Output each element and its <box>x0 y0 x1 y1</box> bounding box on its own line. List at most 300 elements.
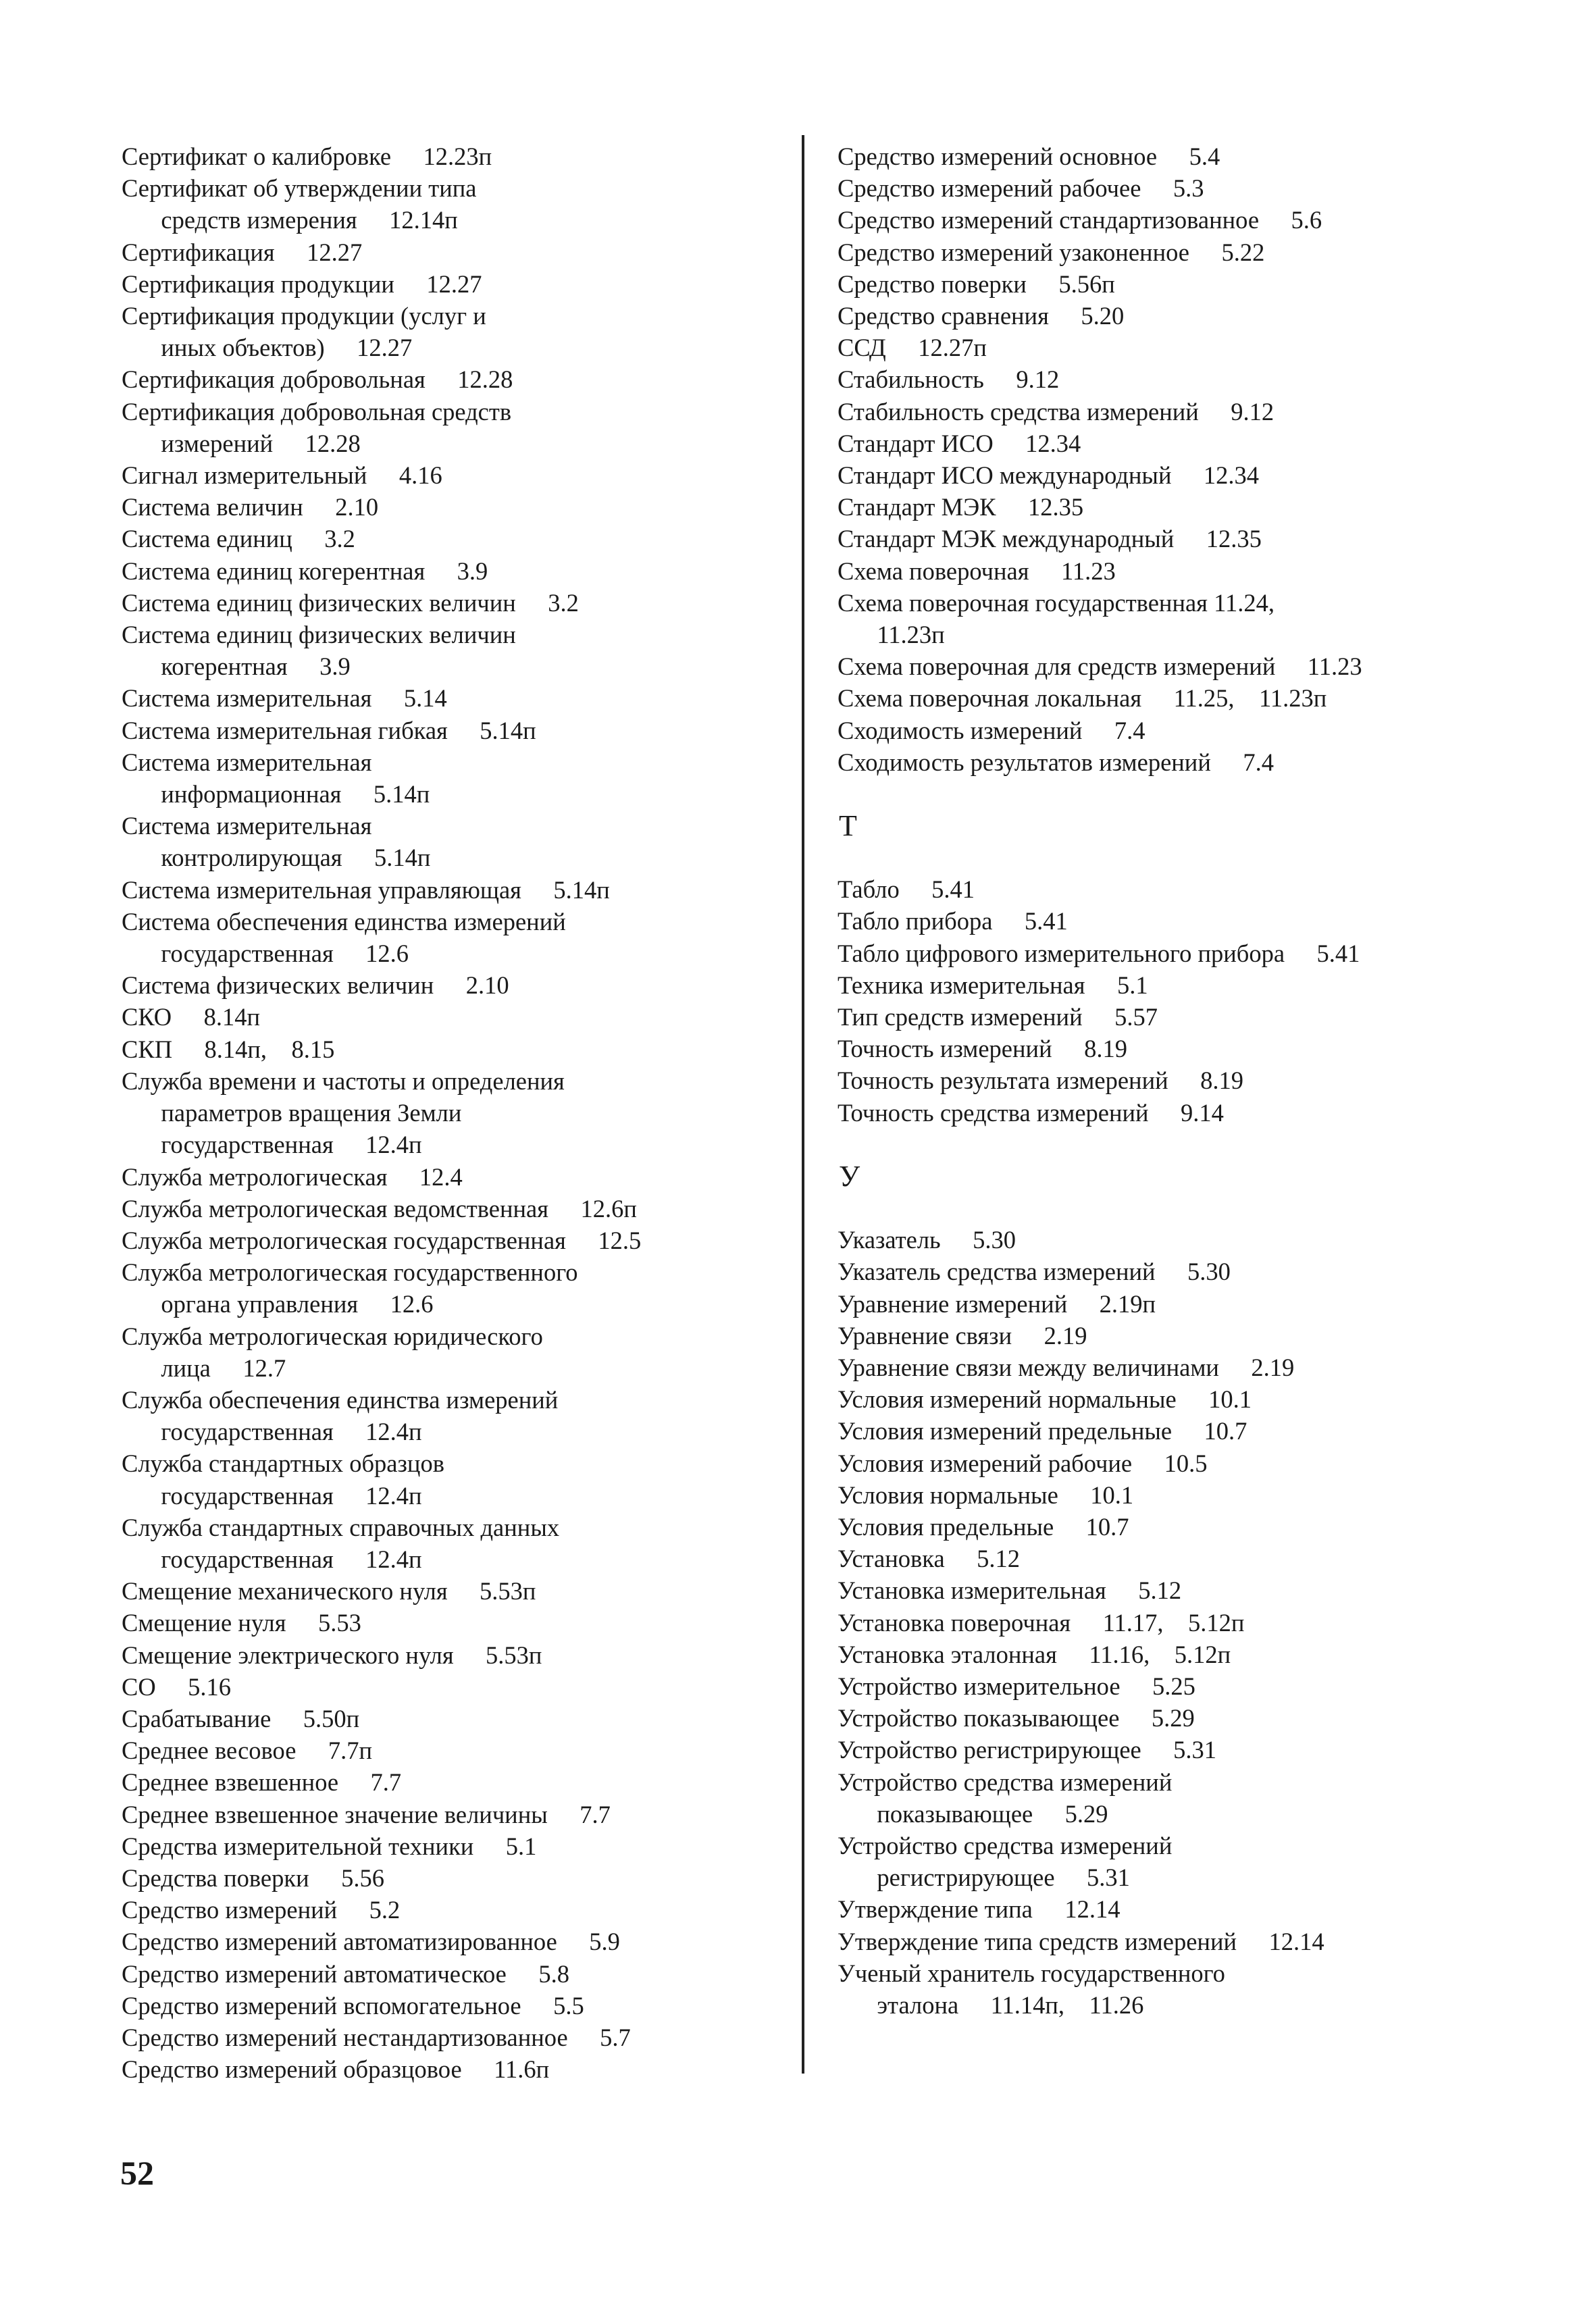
entry-term: государственная <box>161 940 334 968</box>
entry-term: Средство поверки <box>838 269 1027 298</box>
entry-reference: 5.53 <box>317 1609 361 1637</box>
entry-term: Сертификация продукции <box>122 269 394 298</box>
entry-term: Среднее взвешенное <box>122 1768 339 1797</box>
entry-term: Средство измерений основное <box>838 143 1158 170</box>
entry-term: Средство измерений нестандартизованное <box>122 2023 568 2051</box>
entry-term: Устройство измерительное <box>838 1672 1121 1700</box>
index-entry <box>838 1352 1506 1383</box>
entry-term: Система измерительная <box>122 748 372 776</box>
entry-reference: 12.6 <box>365 940 409 968</box>
index-entry <box>838 1893 1506 1925</box>
index-entry <box>838 1543 1506 1574</box>
entry-reference: 11.17, 5.12п <box>1102 1608 1245 1637</box>
entry-reference: 12.35 <box>1206 525 1262 553</box>
index-entry <box>838 1256 1506 1287</box>
entry-term: Служба времени и частоты и определения <box>122 1066 565 1095</box>
entry-term: Средство измерений <box>122 1896 338 1924</box>
entry-reference: 8.14п, 8.15 <box>204 1035 335 1063</box>
index-entry <box>122 810 750 873</box>
entry-term: когерентная <box>161 652 288 681</box>
entry-term: государственная <box>161 1418 334 1446</box>
entry-term: информационная <box>161 780 342 808</box>
index-entry <box>122 555 750 587</box>
entry-reference: 5.14п <box>374 844 431 872</box>
entry-reference: 5.14 <box>403 684 447 713</box>
entry-term: Условия нормальные <box>838 1481 1058 1509</box>
entry-reference: 12.5 <box>598 1226 642 1254</box>
entry-term: Служба стандартных справочных данных <box>122 1513 560 1541</box>
entry-reference: 5.57 <box>1114 1003 1158 1031</box>
entry-term: Средства поверки <box>122 1863 309 1892</box>
index-entry <box>838 140 1506 172</box>
index-entry <box>838 1607 1506 1639</box>
entry-term: ССД <box>838 334 886 362</box>
index-entry <box>122 587 750 619</box>
entry-term: Установка <box>838 1545 945 1573</box>
index-entry <box>122 1894 750 1926</box>
entry-reference: 5.53п <box>480 1577 536 1605</box>
index-entry <box>838 523 1506 555</box>
column-divider <box>802 135 804 2074</box>
entry-reference: 12.4 <box>419 1162 463 1191</box>
entry-reference: 5.20 <box>1081 302 1125 330</box>
entry-reference: 5.31 <box>1086 1863 1130 1892</box>
index-entry <box>122 1830 750 1862</box>
index-entry <box>838 1033 1506 1064</box>
index-entry <box>838 1670 1506 1702</box>
index-entry <box>122 1001 750 1033</box>
entry-reference: 5.41 <box>1316 939 1360 967</box>
entry-reference: 3.2 <box>324 525 355 553</box>
index-entry <box>838 1415 1506 1447</box>
entry-reference: 5.14п <box>373 780 430 808</box>
entry-reference: 5.30 <box>973 1226 1016 1254</box>
entry-term: Служба метрологическая ведомственная <box>122 1194 548 1223</box>
index-entry <box>122 1065 750 1161</box>
index-entry <box>122 1671 750 1703</box>
index-entry <box>122 1926 750 1957</box>
entry-term: Установка измерительная <box>838 1576 1106 1605</box>
entry-reference: 5.22 <box>1221 238 1265 266</box>
entry-term: Устройство показывающее <box>838 1704 1120 1732</box>
entry-term: Условия измерений рабочие <box>838 1449 1133 1477</box>
index-entry <box>122 491 750 523</box>
index-entry <box>122 1256 750 1320</box>
entry-term: Система единиц физических величин <box>122 588 516 617</box>
index-entry <box>838 1224 1506 1256</box>
index-entry <box>838 172 1506 204</box>
entry-reference: 12.14п <box>389 206 458 234</box>
entry-term: Средство измерений автоматическое <box>122 1959 507 1988</box>
entry-term: Устройство регистрирующее <box>838 1736 1141 1764</box>
entry-reference: 7.4 <box>1114 716 1145 744</box>
entry-reference: 12.4п <box>365 1545 422 1573</box>
index-column-right <box>838 140 1506 2021</box>
index-entry <box>122 300 750 363</box>
entry-reference: 5.12 <box>977 1545 1020 1573</box>
entry-reference: 3.9 <box>319 652 351 681</box>
index-entry <box>838 746 1506 778</box>
entry-reference: 10.5 <box>1164 1449 1208 1477</box>
entry-reference: 12.34 <box>1025 429 1081 457</box>
entry-term: Условия измерений нормальные <box>838 1385 1177 1414</box>
index-entry <box>838 363 1506 395</box>
entry-term: Схема поверочная <box>838 557 1029 585</box>
index-entry <box>838 491 1506 523</box>
index-entry <box>122 236 750 268</box>
index-entry <box>122 1703 750 1734</box>
index-entry <box>838 715 1506 746</box>
entry-term: Система единиц <box>122 525 292 553</box>
entry-term: СКО <box>122 1003 172 1031</box>
entry-term: Условия измерений предельные <box>838 1417 1173 1445</box>
entry-term: Средство измерений стандартизованное <box>838 206 1260 234</box>
index-entry <box>838 1383 1506 1415</box>
index-entry <box>838 1957 1506 2021</box>
index-entry <box>838 1511 1506 1543</box>
entry-term: Указатель средства измерений <box>838 1258 1156 1286</box>
entry-term: Служба обеспечения единства измерений <box>122 1385 559 1414</box>
entry-reference: 12.6 <box>390 1290 434 1318</box>
entry-term: Точность средства измерений <box>838 1098 1149 1127</box>
index-entry <box>122 1734 750 1766</box>
entry-reference: 5.1 <box>505 1832 537 1860</box>
index-entry <box>122 1639 750 1671</box>
index-entry <box>122 2053 750 2085</box>
entry-term: Табло прибора <box>838 907 993 935</box>
entry-term: СО <box>122 1672 156 1701</box>
entry-reference: 5.14п <box>553 875 610 904</box>
entry-term: Сходимость результатов измерений <box>838 748 1211 776</box>
entry-term: Служба метрологическая <box>122 1162 388 1191</box>
entry-reference: 5.25 <box>1152 1672 1195 1700</box>
index-entry <box>122 1512 750 1575</box>
index-entry <box>838 1064 1506 1096</box>
entry-reference: 5.14п <box>480 716 536 744</box>
entry-reference: 12.28 <box>457 365 513 394</box>
index-entry <box>838 268 1506 300</box>
entry-reference: 3.9 <box>457 557 488 585</box>
entry-term: эталона <box>877 1990 959 2019</box>
entry-reference: 9.12 <box>1016 365 1060 394</box>
entry-term: измерений <box>161 429 274 457</box>
index-entry <box>122 1320 750 1384</box>
entry-term: Средство измерений вспомогательное <box>122 1991 521 2020</box>
entry-reference: 2.10 <box>335 493 379 521</box>
index-entry <box>838 1639 1506 1670</box>
entry-reference: 11.16, 5.12п <box>1089 1640 1231 1668</box>
entry-reference: 12.14 <box>1268 1927 1324 1955</box>
index-entry <box>838 555 1506 587</box>
entry-reference: 11.25, 11.23п <box>1173 684 1327 713</box>
entry-term: Сертификат о калибровке <box>122 143 392 170</box>
index-entry <box>122 1033 750 1065</box>
entry-reference: 8.19 <box>1084 1035 1127 1063</box>
index-entry <box>838 1288 1506 1320</box>
index-entry <box>838 937 1506 969</box>
entry-term: средств измерения <box>161 206 357 234</box>
index-entry <box>838 650 1506 682</box>
entry-term: Смещение механического нуля <box>122 1577 448 1605</box>
entry-reference: 2.10 <box>465 971 509 1000</box>
index-entry <box>122 140 750 172</box>
entry-term: Табло <box>838 875 900 904</box>
entry-term: Уравнение измерений <box>838 1289 1068 1318</box>
index-entry <box>122 1384 750 1447</box>
entry-term: Сертификация продукции (услуг и <box>122 302 486 330</box>
entry-term: Сходимость измерений <box>838 716 1083 744</box>
entry-term: Среднее весовое <box>122 1737 297 1765</box>
entry-reference: 5.30 <box>1187 1258 1231 1286</box>
entry-term: Сертификация добровольная <box>122 365 426 394</box>
entry-term: государственная <box>161 1131 334 1159</box>
entry-reference: 12.27 <box>426 269 482 298</box>
index-entry <box>838 905 1506 937</box>
entry-term: Точность измерений <box>838 1035 1052 1063</box>
entry-term: Смещение нуля <box>122 1609 286 1637</box>
entry-term: Служба стандартных образцов <box>122 1449 444 1478</box>
index-entry <box>838 1574 1506 1606</box>
entry-reference: 2.19п <box>1099 1289 1156 1318</box>
entry-reference: 8.14п <box>203 1003 260 1031</box>
entry-term: Уравнение связи между величинами <box>838 1353 1219 1381</box>
entry-reference: 5.8 <box>538 1959 569 1988</box>
entry-reference: 5.53п <box>486 1641 542 1669</box>
index-entry <box>122 172 750 236</box>
entry-term: Система обеспечения единства измерений <box>122 907 566 935</box>
index-entry <box>122 1766 750 1798</box>
entry-term: Смещение электрического нуля <box>122 1641 454 1669</box>
entry-reference: 12.27п <box>918 334 987 362</box>
index-entry <box>122 906 750 969</box>
entry-reference: 5.5 <box>553 1991 584 2020</box>
entry-reference: 10.1 <box>1090 1481 1134 1509</box>
entry-term: Система единиц физических величин <box>122 621 516 649</box>
index-entry <box>122 746 750 810</box>
entry-term: Стандарт МЭК международный <box>838 525 1175 553</box>
index-entry <box>122 268 750 300</box>
entry-reference: 5.4 <box>1189 143 1220 170</box>
index-entry <box>838 396 1506 428</box>
entry-term: Сигнал измерительный <box>122 461 367 490</box>
entry-reference: 12.7 <box>242 1354 286 1382</box>
index-entry <box>122 459 750 491</box>
entry-reference: 12.27 <box>307 238 363 266</box>
entry-reference: 7.7 <box>370 1768 402 1797</box>
entry-term: Средство измерений образцовое <box>122 2055 462 2084</box>
entry-term: Сертификат об утверждении типа <box>122 174 477 203</box>
entry-term: Система измерительная <box>122 684 372 713</box>
entry-reference: 5.9 <box>589 1928 620 1956</box>
entry-term: Стандарт ИСО международный <box>838 461 1172 490</box>
index-entry <box>122 1799 750 1830</box>
page-number: 52 <box>120 2154 154 2192</box>
entry-term: показывающее <box>877 1799 1033 1828</box>
index-entry <box>122 2022 750 2053</box>
entry-term: Указатель <box>838 1226 941 1254</box>
entry-term: Система физических величин <box>122 971 434 1000</box>
entry-term: СКП <box>122 1035 173 1063</box>
entry-term: Уравнение связи <box>838 1321 1012 1349</box>
index-entry <box>838 873 1506 905</box>
entry-term: государственная <box>161 1481 334 1510</box>
entry-term: лица <box>161 1354 211 1382</box>
index-entry <box>838 332 1506 363</box>
index-entry <box>838 682 1506 714</box>
entry-reference: 5.56 <box>341 1863 384 1892</box>
index-entry <box>838 587 1506 650</box>
index-entry <box>838 1926 1506 1957</box>
index-entry <box>838 969 1506 1001</box>
entry-reference: 5.3 <box>1173 174 1204 203</box>
entry-term: Табло цифрового измерительного прибора <box>838 939 1285 967</box>
index-entry <box>838 204 1506 236</box>
index-entry <box>122 1447 750 1511</box>
entry-term: контролирующая <box>161 844 342 872</box>
entry-reference: 12.6п <box>580 1194 637 1223</box>
entry-reference: 5.29 <box>1064 1799 1108 1828</box>
entry-reference: 11.6п <box>494 2055 550 2084</box>
entry-reference: 11.23 <box>1307 652 1362 681</box>
entry-term: государственная <box>161 1545 334 1573</box>
entry-term: Сертификация <box>122 238 275 266</box>
entry-term: Условия предельные <box>838 1512 1054 1541</box>
entry-term: Схема поверочная локальная <box>838 684 1142 713</box>
entry-reference: 12.4п <box>365 1131 422 1159</box>
entry-reference: 7.4 <box>1243 748 1274 776</box>
entry-term: Средство измерений узаконенное <box>838 238 1189 266</box>
entry-reference: 5.12 <box>1138 1576 1182 1605</box>
entry-term: Стабильность средства измерений <box>838 397 1199 426</box>
index-entry <box>122 363 750 395</box>
entry-term: Среднее взвешенное значение величины <box>122 1800 548 1828</box>
index-entry <box>838 1479 1506 1511</box>
entry-term: Тип средств измерений <box>838 1003 1083 1031</box>
entry-term: Служба метрологическая государственного <box>122 1258 578 1287</box>
entry-term: Устройство средства измерений <box>838 1768 1173 1796</box>
index-entry <box>838 236 1506 268</box>
index-entry <box>838 1097 1506 1129</box>
index-entry <box>838 1320 1506 1352</box>
index-entry <box>838 300 1506 332</box>
entry-term: Стандарт ИСО <box>838 429 994 457</box>
entry-reference: 12.14 <box>1064 1895 1121 1924</box>
entry-term: Средства измерительной техники <box>122 1832 474 1860</box>
index-entry <box>122 1990 750 2022</box>
entry-reference: 3.2 <box>548 588 579 617</box>
index-entry <box>122 619 750 682</box>
section-letter: Т <box>839 809 857 843</box>
entry-reference: 2.19 <box>1044 1321 1087 1349</box>
index-entry <box>838 1766 1506 1830</box>
entry-reference: 5.41 <box>931 875 975 904</box>
entry-term: Устройство средства измерений <box>838 1831 1173 1859</box>
entry-term: Ученый хранитель государственного <box>838 1959 1225 1987</box>
entry-reference: 12.27 <box>357 334 413 362</box>
entry-reference: 5.2 <box>369 1896 401 1924</box>
entry-term: Сертификация добровольная средств <box>122 397 512 426</box>
entry-term: Система измерительная гибкая <box>122 716 448 744</box>
entry-reference: 12.35 <box>1027 493 1084 521</box>
entry-term: Служба метрологическая юридического <box>122 1322 543 1350</box>
entry-reference: 7.7п <box>328 1737 373 1765</box>
entry-reference: 9.14 <box>1181 1098 1224 1127</box>
index-entry <box>122 1161 750 1193</box>
index-entry <box>838 459 1506 491</box>
entry-reference: 12.23п <box>423 143 492 170</box>
entry-reference: 5.56п <box>1058 269 1115 298</box>
entry-term: Схема поверочная государственная 11.24, <box>838 588 1275 617</box>
entry-term: регистрирующее <box>877 1863 1055 1892</box>
index-entry <box>838 1734 1506 1766</box>
entry-reference: 10.7 <box>1204 1417 1247 1445</box>
index-entry <box>122 1575 750 1607</box>
index-entry <box>122 1607 750 1639</box>
entry-reference: 5.7 <box>600 2023 631 2051</box>
index-entry <box>122 1193 750 1225</box>
index-column-left <box>122 140 750 2085</box>
entry-reference: 5.1 <box>1116 971 1148 999</box>
entry-term: органа управления <box>161 1290 359 1318</box>
entry-reference: 11.23п <box>877 621 945 649</box>
entry-term: Система измерительная <box>122 812 372 840</box>
entry-term: Точность результата измерений <box>838 1066 1168 1095</box>
index-entry <box>122 523 750 555</box>
entry-term: Установка поверочная <box>838 1608 1071 1637</box>
entry-term: Средство сравнения <box>838 302 1049 330</box>
entry-term: Установка эталонная <box>838 1640 1057 1668</box>
entry-term: Система измерительная управляющая <box>122 875 521 904</box>
section-letter: У <box>839 1159 860 1193</box>
entry-reference: 8.19 <box>1200 1066 1243 1095</box>
entry-reference: 12.28 <box>305 429 361 457</box>
index-entry <box>122 1862 750 1894</box>
index-entry <box>838 1830 1506 1893</box>
entry-term: Система единиц когерентная <box>122 557 426 585</box>
entry-reference: 4.16 <box>398 461 442 490</box>
entry-term: Средство измерений автоматизированное <box>122 1928 557 1956</box>
index-entry <box>122 396 750 459</box>
entry-reference: 10.1 <box>1208 1385 1252 1414</box>
entry-reference: 12.34 <box>1203 461 1260 490</box>
entry-term: Система величин <box>122 493 303 521</box>
entry-term: Техника измерительная <box>838 971 1085 999</box>
index-entry <box>122 874 750 906</box>
entry-reference: 12.4п <box>365 1481 422 1510</box>
entry-term: Стандарт МЭК <box>838 493 996 521</box>
entry-reference: 5.41 <box>1024 907 1068 935</box>
index-entry <box>122 715 750 746</box>
index-entry <box>838 428 1506 459</box>
index-entry <box>838 1001 1506 1033</box>
entry-reference: 5.29 <box>1151 1704 1195 1732</box>
entry-term: Средство измерений рабочее <box>838 174 1141 203</box>
entry-term: Стабильность <box>838 365 984 394</box>
entry-reference: 7.7 <box>580 1800 611 1828</box>
entry-reference: 11.14п, 11.26 <box>990 1990 1144 2019</box>
index-entry <box>122 1958 750 1990</box>
entry-reference: 5.50п <box>303 1704 360 1732</box>
entry-reference: 11.23 <box>1060 557 1116 585</box>
index-entry <box>838 1447 1506 1479</box>
index-entry <box>122 969 750 1001</box>
index-entry <box>122 1225 750 1256</box>
entry-term: Утверждение типа средств измерений <box>838 1927 1237 1955</box>
entry-term: Утверждение типа <box>838 1895 1033 1924</box>
entry-reference: 9.12 <box>1231 397 1275 426</box>
entry-term: иных объектов) <box>161 334 325 362</box>
entry-reference: 5.6 <box>1291 206 1322 234</box>
